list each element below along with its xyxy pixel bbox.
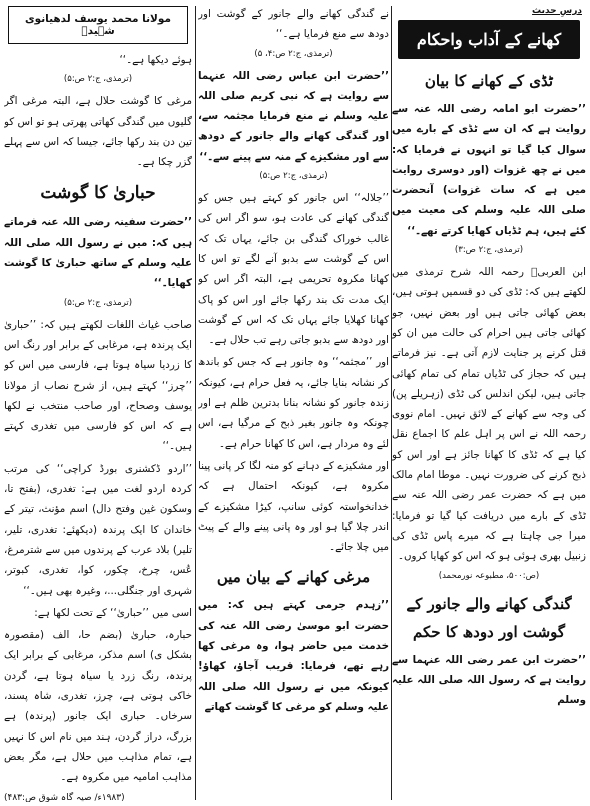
commentary-paragraph: اور مشکیزے کے دہانے کو منہ لگا کر پانی پینا مکروہ ہے، کیونکہ احتمال ہے کہ خدانخواستہ کوئی سانپ، کیڑا مشکیزے کے اندر چلا گیا ہو اور وہ پانی پینے والے کے پیٹ میں چلا جائے۔ <box>198 459 389 554</box>
commentary-paragraph: ’’جلالہ‘‘ اس جانور کو کہتے ہیں جس کو گندگی کھانے کی عادت ہو، سو اگر اس کی غالب خوراک گندگی بن جائے، یہاں تک کہ اس کے گوشت سے بدبو آنے لگے تو اس کا کھانا مکروہ تحریمی ہے، البتہ اگر اس کو ایک مدت تک بند رکھا جائے اور اس کو پاک کھانا کھلایا جائے یہاں تک کہ اس کے گوشت اور دودھ سے بدبو جاتی رہے تب حلال ہے۔ <box>198 192 389 347</box>
reference: (ص:۵۰۰، مطبوعہ نورمحمد) <box>438 570 540 581</box>
commentary-paragraph: حبارہ، حباریٰ (بضم حا، الف (مقصورہ بشکل ی) اسم مذکر، مرغابی کے برابر ایک پرندہ، رنگ زرد یا سیاہ ہوتا ہے، گردن خاکی ہوتی ہے، چرز، تغدری، شاہ پسند، سرخاں۔ حباری ایک جانور (پرندہ) ہے بزرگ، دراز گردن، ہند میں نام اس کا نہیں ہے، تمام مذاہب میں حلال ہے، مگر بعض مذاہب امامیہ میں مکروہ ہے۔ <box>4 629 192 784</box>
series-banner: کھانے کے آداب واحکام <box>398 20 580 59</box>
hadith-paragraph: ’’حضرت ابن عمر رضی اللہ عنہما سے روایت ہے کہ رسول اللہ صلی اللہ علیہ وسلم <box>392 653 586 707</box>
right-column <box>392 4 586 802</box>
commentary-paragraph: اسی میں ’’حباریٰ‘‘ کے تحت لکھا ہے: <box>34 606 192 619</box>
author-box: مولانا محمد یوسف لدھیانوی شہیدؒ <box>8 6 188 44</box>
middle-column <box>198 4 389 802</box>
commentary-paragraph: اور ’’مجثمہ‘‘ وہ جانور ہے کہ جس کو باندھ کر نشانہ بنایا جائے، یہ فعل حرام ہے، کیونکہ زندہ جانور کو نشانہ بنانا بدترین ظلم ہے اور چونکہ وہ جانور بغیر ذبح کے مرگیا ہے، اس لئے وہ مردار ہے، اس کا کھانا حرام ہے۔ <box>198 356 389 450</box>
commentary-paragraph: مرغی کا گوشت حلال ہے، البتہ مرغی اگر گلیوں میں گندگی کھاتی پھرتی ہو تو اس کو تین دن بند رکھا جائے، جیسا کہ اس سے پہلے گزر چکا ہے۔ <box>4 95 192 169</box>
commentary-paragraph: ’’اردو ڈکشنری بورڈ کراچی‘‘ کی مرتب کردہ اردو لغت میں ہے: تغدری، (بفتح تا، وسکون غین وفتح دال) اسم مؤنث، تیتر کے خاندان کا ایک پرندہ (دیکھئے: تغدری، تلیر، تلیر) بلاد عرب کے پرندوں میں سے شترمرغ، عُس، چرخ، چکور، کوا، تغدری، کبوتر، شہری اور جنگلی...، وغیرہ بھی ہیں۔‘‘ <box>4 462 192 597</box>
commentary-paragraph: صاحب غیاث اللغات لکھتے ہیں کہ: ’’حباریٰ ایک پرندہ ہے، مرغابی کے برابر اور رنگ اس کا زردیا سیاہ ہوتا ہے، فارسی میں اس کو ’’چرز‘‘ کہتے ہیں، از شرح نصاب از مولانا یوسف وصحاح، اور صاحب منتخب نے لکھا ہے کہ اس کو فارسی میں تغدری کہتے ہیں۔‘‘ <box>4 318 192 453</box>
reference: (ترمذی، ج:۲ ص:۵) <box>63 297 133 308</box>
reference: (ترمذی، ج:۲ ص:۴، ۵) <box>254 48 333 59</box>
left-column <box>4 4 192 802</box>
hadith-paragraph: ’’زہدم جرمی کہتے ہیں کہ: میں حضرت ابو موسیٰ رضی اللہ عنہ کی خدمت میں حاضر ہوا، وہ مرغی کھا رہے تھے، فرمایا: قریب آجاؤ، کھاؤ! کیونکہ میں نے رسول اللہ صلی اللہ علیہ وسلم کو مرغی کا گوشت کھاتے <box>198 599 389 713</box>
heading-locust: ٹڈی کے کھانے کا بیان <box>424 72 554 90</box>
reference: (ترمذی، ج:۲ ص:۵) <box>63 74 133 85</box>
hadith-paragraph: ’’حضرت ابو امامہ رضی اللہ عنہ سے روایت ہے کہ ان سے ٹڈی کے بارے میں سوال کیا گیا تو انہوں نے فرمایا کہ: میں نے چھ غزوات (اور دوسری روایت میں ہے کہ سات غزوات) آنحضرت صلی اللہ علیہ وسلم کی معیت میں کئے ہیں، ہم ٹڈیاں کھایا کرتے تھے۔‘‘ <box>392 103 586 237</box>
footer-reference: (۱۹۸۳ء/ صیہ گاہ شوق ص:۴۸۳) <box>4 792 125 802</box>
hadith-continuation: نے گندگی کھانے والے جانور کے گوشت اور دودھ سے منع فرمایا ہے۔‘‘ <box>198 8 389 41</box>
heading-chicken: مرغی کھانے کے بیان میں <box>216 568 371 587</box>
hadith-paragraph: ’’حضرت سفینہ رضی اللہ عنہ فرماتے ہیں کہ: میں نے رسول اللہ صلی اللہ علیہ وسلم کے ساتھ حباریٰ کا گوشت کھایا۔‘‘ <box>4 216 192 290</box>
commentary-paragraph: ابن العربیؒ رحمہ اللہ شرح ترمذی میں لکھتے ہیں کہ: ٹڈی کی دو قسمیں ہوتی ہیں، بعض کھائی جاتی ہیں اور بعض نہیں، جو کھائی جاتی ہیں احرام کی حالت میں ان کو قتل کرنے پر جنایت لازم آتی ہے۔ نیز فرماتے ہیں کہ حجاز کی ٹڈیاں تمام کی تمام کھائی جاتی ہیں، لیکن اندلس کی ٹڈی (زہریلے پن) کی وجہ سے کھانے کے لائق نہیں۔ امام نووی رحمہ اللہ نے اس پر اہل علم کا اجماع نقل کیا ہے کہ ٹڈی کا کھانا جائز ہے اور اس کو ذبح کرنے کی ضرورت نہیں۔ موطا امام مالک میں ہے کہ حضرت عمر رضی اللہ عنہ سے ٹڈی کے بارے میں دریافت کیا گیا تو فرمایا: میرا جی چاہتا ہے کہ میرے پاس ٹڈی کی زنبیل بھری ہوئی ہو کہ اس کو کھایا کروں۔ <box>392 266 586 563</box>
hadith-paragraph: ’’حضرت ابن عباس رضی اللہ عنہما سے روایت ہے کہ نبی کریم صلی اللہ علیہ وسلم نے منع فرمایا مجثمہ سے، اور گندگی کھانے والے جانور کے دودھ سے اور مشکیزے کے منہ سے پینے سے۔‘‘ <box>198 69 389 163</box>
heading-filth-eating-animal: گندگی کھانے والے جانور کے گوشت اور دودھ کا حکم <box>406 594 572 641</box>
heading-bustard: حباریٰ کا گوشت <box>40 183 156 204</box>
reference: (ترمذی، ج:۲ ص:۳) <box>454 245 524 256</box>
section-tag: درسِ حدیث <box>532 6 582 16</box>
hadith-continuation: ہوئے دیکھا ہے۔‘‘ <box>119 54 192 66</box>
column-divider <box>195 6 196 800</box>
reference: (ترمذی، ج:۲ ص:۵) <box>259 171 328 182</box>
